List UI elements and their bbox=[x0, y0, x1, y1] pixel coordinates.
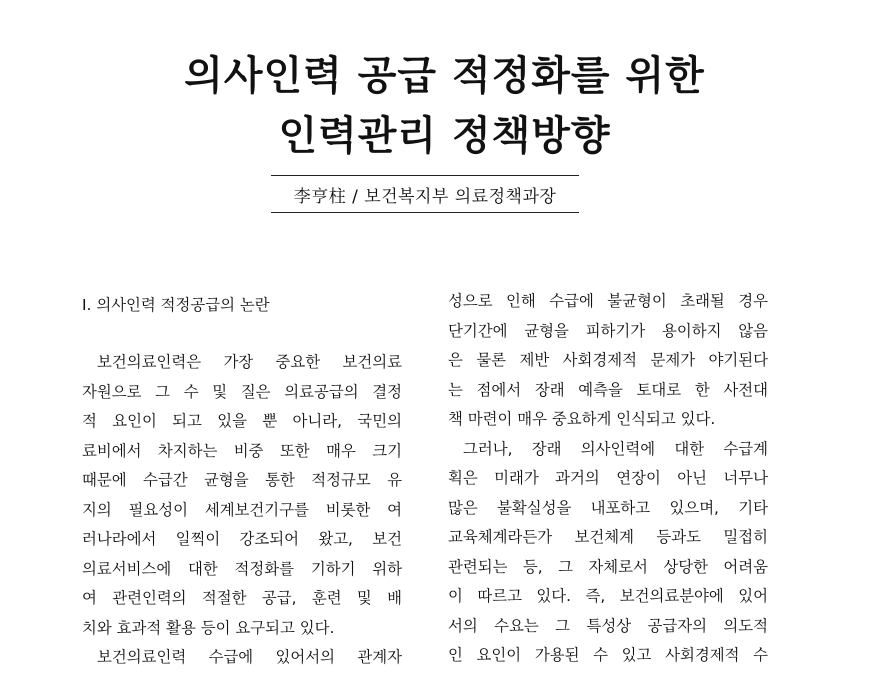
paragraph-line: 때문에 수급간 균형을 통한 적정규모 유 bbox=[82, 471, 402, 489]
right-column bbox=[448, 287, 768, 671]
paragraph-line: 는 점에서 장래 예측을 토대로 한 사전대 bbox=[448, 380, 768, 399]
paragraph-line: 획은 미래가 과거의 연장이 아닌 너무나 bbox=[448, 469, 768, 487]
byline-bottom-rule bbox=[271, 212, 579, 213]
section-heading: Ⅰ. 의사인력 적정공급의 논란 bbox=[82, 296, 270, 314]
paragraph-line: 은 물론 제반 사회경제적 문제가 야기된다 bbox=[448, 351, 768, 369]
byline: 李亨柱 / 보건복지부 의료정책과장 bbox=[293, 187, 557, 207]
paragraph-line: 의료서비스에 대한 적정화를 기하기 위하 bbox=[82, 559, 402, 578]
paragraph-line: 성으로 인해 수급에 불균형이 초래될 경우 bbox=[448, 292, 768, 310]
paragraph-line: 이 따르고 있다. 즉, 보건의료분야에 있어 bbox=[448, 587, 768, 605]
left-column bbox=[82, 290, 402, 673]
paragraph-line: 지의 필요성이 세계보건기구를 비롯한 여 bbox=[82, 500, 402, 519]
paragraph-line: 적 요인이 되고 있을 뿐 아니라, 국민의 bbox=[82, 412, 402, 430]
paragraph-line: 자원으로 그 수 및 질은 의료공급의 결정 bbox=[82, 382, 402, 401]
paragraph-line: 러나라에서 일찍이 강조되어 왔고, 보건 bbox=[82, 530, 402, 548]
paragraph-line: 많은 불확실성을 내포하고 있으며, 기타 bbox=[448, 498, 768, 517]
paragraph-line: 서의 수요는 그 특성상 공급자의 의도적 bbox=[448, 616, 768, 635]
paragraph-line: 단기간에 균형을 피하기가 용이하지 않음 bbox=[448, 321, 768, 340]
paragraph-line: 인 요인이 가용된 수 있고 사회경제적 수 bbox=[448, 646, 768, 664]
paragraph-line: 보건의료인력은 가장 중요한 보건의료 bbox=[97, 353, 402, 371]
paragraph-line: 료비에서 차지하는 비중 또한 매우 크기 bbox=[82, 441, 402, 460]
title-line-1: 의사인력 공급 적정화를 위한 bbox=[184, 53, 705, 99]
paragraph-line: 교육체계라든가 보건체계 등과도 밀접히 bbox=[448, 528, 768, 546]
paragraph-line: 관련되는 등, 그 자체로서 상당한 어려움 bbox=[448, 557, 768, 576]
byline-top-rule bbox=[271, 175, 579, 176]
paragraph-line: 여 관련인력의 적절한 공급, 훈련 및 배 bbox=[82, 589, 402, 607]
paragraph-line: 책 마련이 매우 중요하게 인식되고 있다. bbox=[448, 410, 716, 428]
paragraph-line: 치와 효과적 활용 등이 요구되고 있다. bbox=[82, 618, 335, 637]
paragraph-line: 그러나, 장래 의사인력에 대한 수급계 bbox=[463, 439, 768, 458]
paragraph-line: 보건의료인력 수급에 있어서의 관계자 bbox=[97, 648, 402, 666]
title-line-2: 인력관리 정책방향 bbox=[278, 113, 611, 159]
